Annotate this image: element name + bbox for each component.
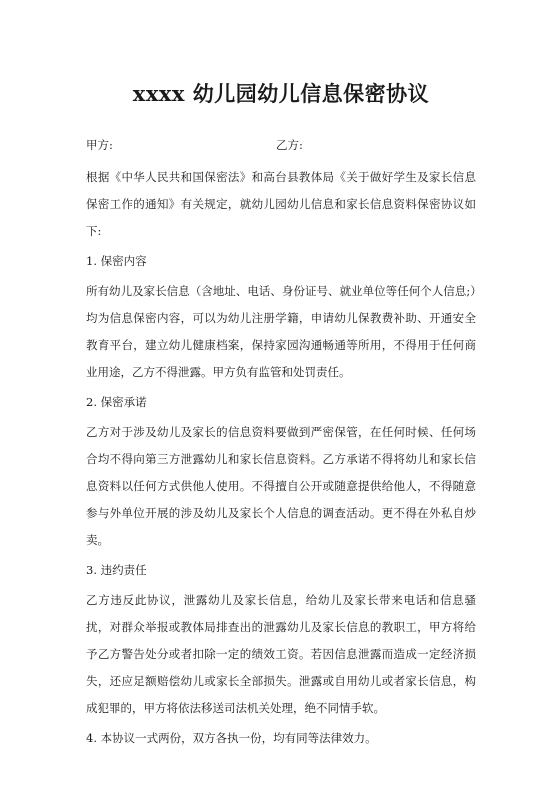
intro-paragraph: 根据《中华人民共和国保密法》和高台县教体局《关于做好学生及家长信息保密工作的通知》有关规定，就幼儿园幼儿信息和家长信息资料保密协议如下:: [86, 170, 476, 238]
section-2-heading: 2. 保密承诺: [86, 395, 147, 409]
section-3-heading: 3. 违约责任: [86, 563, 147, 577]
section-1-heading: 1. 保密内容: [86, 254, 147, 268]
document-title: xxxx 幼儿园幼儿信息保密协议: [132, 81, 430, 106]
parties-row: [86, 132, 476, 158]
section-2-body: 乙方对于涉及幼儿及家长的信息资料要做到严密保管，在任何时候、任何场合均不得向第三方泄露幼儿和家长信息资料。乙方承诺不得将幼儿和家长信息资料以任何方式供他人使用。不得擅自公开或随意提供给他人，不得随意参与外单位开展的涉及幼儿及家长个人信息的调查活动。更不得在外私自炒卖。: [86, 425, 476, 547]
section-1-body: 所有幼儿及家长信息（含地址、电话、身份证号、就业单位等任何个人信息;）均为信息保密内容，可以为幼儿注册学籍，申请幼儿保教费补助、开通安全教育平台，建立幼儿健康档案，保持家园沟通畅通等所用，不得用于任何商业用途，乙方不得泄露。甲方负有监管和处罚责任。: [86, 284, 476, 379]
party-b-label: 乙方:: [276, 138, 303, 152]
section-4-paragraph: 4. 本协议一式两份，双方各执一份，均有同等法律效力。: [86, 731, 377, 745]
party-a-label: 甲方:: [86, 138, 113, 152]
section-3-body: 乙方违反此协议，泄露幼儿及家长信息，给幼儿及家长带来电话和信息骚扰，对群众举报或教体局排查出的泄露幼儿及家长信息的教职工，甲方将给予乙方警告处分或者扣除一定的绩效工资。若因信息泄露而造成一定经济损失，还应足额赔偿幼儿或家长全部损失。泄露或自用幼儿或者家长信息，构成犯罪的，甲方将依法移送司法机关处理，绝不同情手软。: [86, 593, 476, 715]
